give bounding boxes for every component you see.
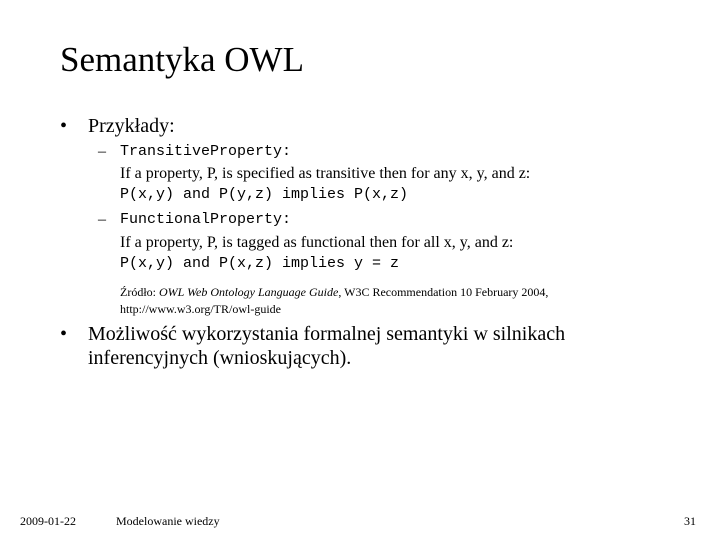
- source-title: OWL Web Ontology Language Guide: [159, 285, 339, 299]
- property-rule: P(x,y) and P(x,z) implies y = z: [120, 255, 400, 272]
- property-name: TransitiveProperty:: [120, 143, 292, 160]
- source-suffix: , W3C Recommendation 10 February 2004,: [338, 285, 549, 299]
- footer-course: Modelowanie wiedzy: [116, 514, 220, 528]
- source-citation: [120, 284, 548, 301]
- bullet-text-line-2: inferencyjnych (wnioskujących).: [88, 347, 352, 369]
- source-prefix: Źródło:: [120, 285, 159, 299]
- property-description: If a property, P, is tagged as functional then for all x, y, and z:: [120, 234, 514, 251]
- dash-symbol: –: [98, 211, 106, 228]
- source-url[interactable]: http://www.w3.org/TR/owl-guide: [120, 302, 281, 316]
- bullet-label: Przykłady:: [88, 115, 175, 137]
- dash-symbol: –: [98, 143, 106, 160]
- property-description: If a property, P, is specified as transitive then for any x, y, and z:: [120, 165, 531, 182]
- bullet-text-line-1: Możliwość wykorzystania formalnej semantyki w silnikach: [88, 323, 566, 345]
- bullet-symbol: •: [60, 323, 68, 345]
- slide-number: 31: [684, 514, 696, 528]
- property-name: FunctionalProperty:: [120, 211, 292, 228]
- slide-title: Semantyka OWL: [60, 40, 304, 79]
- property-rule: P(x,y) and P(y,z) implies P(x,z): [120, 186, 409, 203]
- footer-date: 2009-01-22: [20, 514, 76, 528]
- bullet-symbol: •: [60, 115, 68, 137]
